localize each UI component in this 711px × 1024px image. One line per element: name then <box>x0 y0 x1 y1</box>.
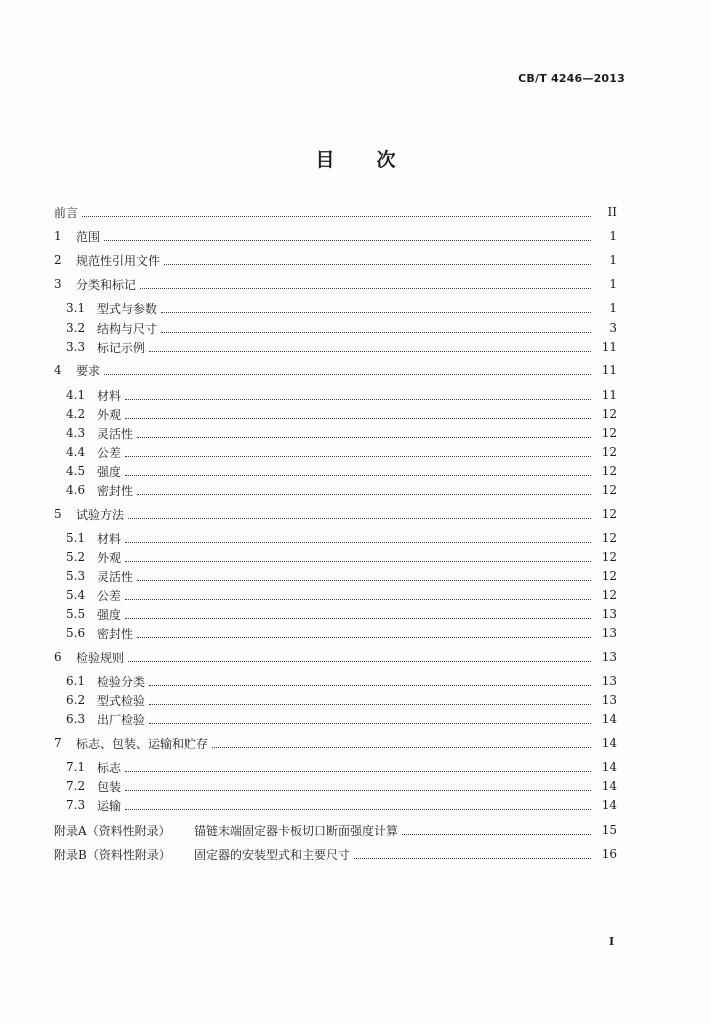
toc-entry-number: 4.4 <box>66 445 86 459</box>
toc-entry-page: 15 <box>601 823 617 837</box>
toc-entry-page: 14 <box>601 798 617 812</box>
toc-entry-page: 14 <box>601 736 617 750</box>
toc-entry-label: 外观 <box>97 550 122 565</box>
toc-entry[interactable] <box>54 505 617 523</box>
toc-entry-label: 公差 <box>97 588 122 603</box>
standard-code: CB/T 4246—2013 <box>518 72 625 85</box>
dot-leader <box>82 216 591 217</box>
toc-entry[interactable] <box>54 361 617 379</box>
toc-entry-label: 结构与尺寸 <box>97 321 158 336</box>
dot-leader <box>149 685 591 686</box>
toc-entry-page: II <box>607 205 617 219</box>
toc-entry-label: 要求 <box>76 363 101 378</box>
toc-entry[interactable] <box>66 777 617 795</box>
toc-entry-number: 附录B（资料性附录） <box>54 847 171 862</box>
toc-entry-number: 5.6 <box>66 626 86 640</box>
toc-entry-page: 1 <box>609 277 617 291</box>
toc-entry-number: 3.2 <box>66 321 86 335</box>
toc-entry[interactable] <box>66 691 617 709</box>
dot-leader <box>104 374 591 375</box>
toc-entry[interactable] <box>66 481 617 499</box>
toc-entry-page: 12 <box>601 507 617 521</box>
toc-entry[interactable] <box>54 734 617 752</box>
toc-entry-page: 11 <box>601 340 617 354</box>
toc-entry-number: 附录A（资料性附录） <box>54 823 171 838</box>
toc-entry-label: 试验方法 <box>76 507 125 522</box>
toc-entry-label: 公差 <box>97 445 122 460</box>
toc-entry-number: 1 <box>54 229 62 243</box>
toc-entry-page: 12 <box>601 445 617 459</box>
toc-entry-number: 5 <box>54 507 62 521</box>
toc-entry-number: 4.5 <box>66 464 86 478</box>
dot-leader <box>161 312 591 313</box>
toc-entry-number: 5.4 <box>66 588 86 602</box>
toc-entry-label: 材料 <box>97 388 122 403</box>
toc-entry[interactable] <box>66 758 617 776</box>
toc-entry-page: 14 <box>601 760 617 774</box>
toc-entry[interactable] <box>66 567 617 585</box>
toc-entry-page: 12 <box>601 569 617 583</box>
toc-entry-page: 16 <box>601 847 617 861</box>
dot-leader <box>128 518 591 519</box>
dot-leader <box>149 723 591 724</box>
toc-entry-label: 检验规则 <box>76 650 125 665</box>
toc-entry[interactable] <box>66 386 617 404</box>
page-number: I <box>609 935 615 948</box>
toc-entry-page: 12 <box>601 531 617 545</box>
toc-entry-number: 5.3 <box>66 569 86 583</box>
toc-entry[interactable] <box>66 548 617 566</box>
toc-entry-number: 5.1 <box>66 531 86 545</box>
toc-entry[interactable] <box>66 672 617 690</box>
toc-entry[interactable] <box>54 648 617 666</box>
toc-entry-number: 3 <box>54 277 62 291</box>
toc-entry[interactable] <box>54 251 617 269</box>
toc-entry-number: 4.2 <box>66 407 86 421</box>
toc-entry-page: 1 <box>609 229 617 243</box>
toc-entry[interactable] <box>66 299 617 317</box>
toc-entry-page: 12 <box>601 464 617 478</box>
toc-entry-number: 3.3 <box>66 340 86 354</box>
toc-entry[interactable] <box>54 275 617 293</box>
toc-entry-label: 型式与参数 <box>97 301 158 316</box>
toc-entry-label: 材料 <box>97 531 122 546</box>
toc-entry-page: 12 <box>601 407 617 421</box>
toc-entry-page: 14 <box>601 779 617 793</box>
toc-entry-number: 6.3 <box>66 712 86 726</box>
dot-leader <box>212 747 591 748</box>
toc-entry-number: 6.2 <box>66 693 86 707</box>
toc-entry[interactable] <box>66 605 617 623</box>
toc-entry-number: 5.5 <box>66 607 86 621</box>
toc-entry[interactable] <box>66 586 617 604</box>
dot-leader <box>354 858 591 859</box>
toc-entry-page: 12 <box>601 426 617 440</box>
toc-entry-label: 强度 <box>97 464 122 479</box>
dot-leader <box>125 561 591 562</box>
toc-entry[interactable] <box>66 796 617 814</box>
toc-entry[interactable] <box>66 462 617 480</box>
toc-entry[interactable] <box>66 405 617 423</box>
toc-entry-page: 11 <box>601 388 617 402</box>
dot-leader <box>125 790 591 791</box>
toc-entry-number: 3.1 <box>66 301 86 315</box>
dot-leader <box>137 580 591 581</box>
toc-entry-page: 12 <box>601 588 617 602</box>
dot-leader <box>140 288 591 289</box>
dot-leader <box>137 437 591 438</box>
toc-entry-number: 4 <box>54 363 62 377</box>
dot-leader <box>125 599 591 600</box>
toc-entry-number: 7 <box>54 736 62 750</box>
toc-entry[interactable] <box>66 624 617 642</box>
toc-entry-number: 4.1 <box>66 388 86 402</box>
toc-entry-page: 13 <box>601 626 617 640</box>
toc-entry-page: 1 <box>609 253 617 267</box>
toc-entry-page: 3 <box>609 321 617 335</box>
dot-leader <box>149 351 591 352</box>
toc-entry-label: 包装 <box>97 779 122 794</box>
dot-leader <box>125 809 591 810</box>
toc-entry-number: 6 <box>54 650 62 664</box>
toc-entry-label: 分类和标记 <box>76 277 137 292</box>
toc-entry-page: 12 <box>601 550 617 564</box>
toc-entry-label: 密封性 <box>97 626 134 641</box>
toc-entry-page: 13 <box>601 674 617 688</box>
toc-entry[interactable] <box>54 821 617 839</box>
toc-entry-label: 型式检验 <box>97 693 146 708</box>
toc-entry-label: 规范性引用文件 <box>76 253 161 268</box>
dot-leader <box>128 661 591 662</box>
toc-entry[interactable] <box>66 443 617 461</box>
toc-entry-number: 2 <box>54 253 62 267</box>
toc-entry[interactable] <box>66 529 617 547</box>
toc-entry-label: 固定器的安装型式和主要尺寸 <box>194 847 351 862</box>
toc-entry-label: 外观 <box>97 407 122 422</box>
toc-entry-label: 锚链末端固定器卡板切口断面强度计算 <box>194 823 399 838</box>
toc-entry[interactable] <box>54 845 617 863</box>
toc-entry-label: 标记示例 <box>97 340 146 355</box>
toc-entry-label: 标志 <box>97 760 122 775</box>
toc-entry-page: 1 <box>609 301 617 315</box>
toc-entry[interactable] <box>66 338 617 356</box>
dot-leader <box>402 834 591 835</box>
dot-leader <box>125 771 591 772</box>
toc-entry[interactable] <box>66 319 617 337</box>
toc-entry-label: 出厂检验 <box>97 712 146 727</box>
dot-leader <box>137 637 591 638</box>
toc-entry-label: 密封性 <box>97 483 134 498</box>
dot-leader <box>125 542 591 543</box>
toc-entry-page: 13 <box>601 693 617 707</box>
dot-leader <box>125 456 591 457</box>
toc-entry[interactable] <box>66 710 617 728</box>
toc-entry-label: 检验分类 <box>97 674 146 689</box>
toc-entry-label: 范围 <box>76 229 101 244</box>
dot-leader <box>125 418 591 419</box>
dot-leader <box>164 264 591 265</box>
toc-entry-label: 灵活性 <box>97 569 134 584</box>
toc-entry-label: 灵活性 <box>97 426 134 441</box>
toc-entry-label: 标志、包装、运输和贮存 <box>76 736 209 751</box>
toc-entry[interactable] <box>54 227 617 245</box>
page-title: 目次 <box>315 149 438 171</box>
dot-leader <box>149 704 591 705</box>
toc-entry-page: 11 <box>601 363 617 377</box>
toc-entry[interactable] <box>54 203 617 221</box>
dot-leader <box>125 399 591 400</box>
toc-entry-page: 13 <box>601 607 617 621</box>
dot-leader <box>104 240 591 241</box>
toc-entry-label: 前言 <box>54 205 79 220</box>
dot-leader <box>125 475 591 476</box>
toc-entry-number: 7.1 <box>66 760 86 774</box>
toc-entry-number: 5.2 <box>66 550 86 564</box>
toc-entry-page: 12 <box>601 483 617 497</box>
toc-entry-number: 4.6 <box>66 483 86 497</box>
toc-entry-number: 7.2 <box>66 779 86 793</box>
dot-leader <box>161 332 591 333</box>
toc-entry-number: 7.3 <box>66 798 86 812</box>
toc-entry-label: 强度 <box>97 607 122 622</box>
toc-entry-number: 6.1 <box>66 674 86 688</box>
toc-entry-number: 4.3 <box>66 426 86 440</box>
toc-entry-page: 14 <box>601 712 617 726</box>
toc-entry-page: 13 <box>601 650 617 664</box>
dot-leader <box>125 618 591 619</box>
dot-leader <box>137 494 591 495</box>
toc-entry-label: 运输 <box>97 798 122 813</box>
toc-entry[interactable] <box>66 424 617 442</box>
